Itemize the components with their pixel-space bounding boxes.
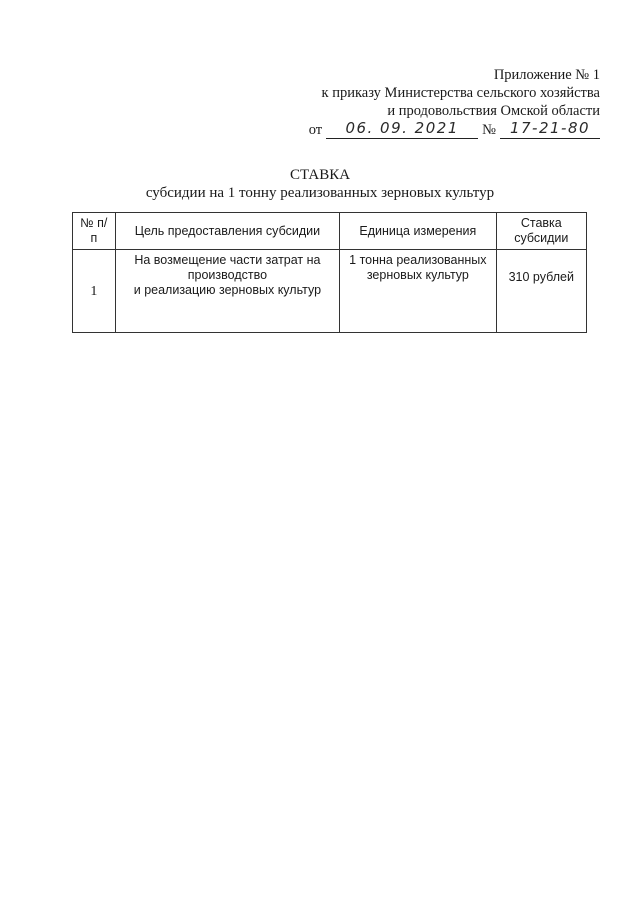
number-label: № (482, 122, 496, 138)
annex-header (309, 66, 600, 139)
order-date-value: 06. 09. 2021 (345, 119, 459, 137)
table-header-row (73, 213, 587, 250)
order-date-number-line (309, 121, 600, 139)
annex-order-ref: к приказу Министерства сельского хозяйства (321, 85, 600, 101)
title-main: СТАВКА (289, 167, 351, 183)
header-unit: Единица измерения (340, 213, 496, 250)
order-number-field (500, 121, 600, 139)
row-rate: 310 рублей (496, 250, 586, 333)
annex-title: Приложение № 1 (493, 67, 600, 83)
header-purpose: Цель предоставления субсидии (115, 213, 339, 250)
row-purpose-line2: и реализацию зерновых культур (133, 283, 322, 297)
title-subtitle: субсидии на 1 тонну реализованных зерновых культур (145, 185, 495, 201)
row-purpose-line1: На возмещение части затрат на производство (134, 253, 321, 282)
table-row (73, 250, 587, 333)
annex-ministry: и продовольствия Омской области (387, 103, 600, 119)
header-num: № п/п (73, 213, 116, 250)
from-label: от (308, 122, 323, 138)
row-purpose (115, 250, 339, 333)
order-date-field (326, 121, 478, 139)
subsidy-rate-table (72, 212, 587, 333)
row-num: 1 (73, 250, 116, 333)
header-rate: Ставка субсидии (496, 213, 586, 250)
row-unit: 1 тонна реализованных зерновых культур (340, 250, 496, 333)
document-title (0, 166, 640, 202)
order-number-value: 17-21-80 (509, 119, 591, 137)
